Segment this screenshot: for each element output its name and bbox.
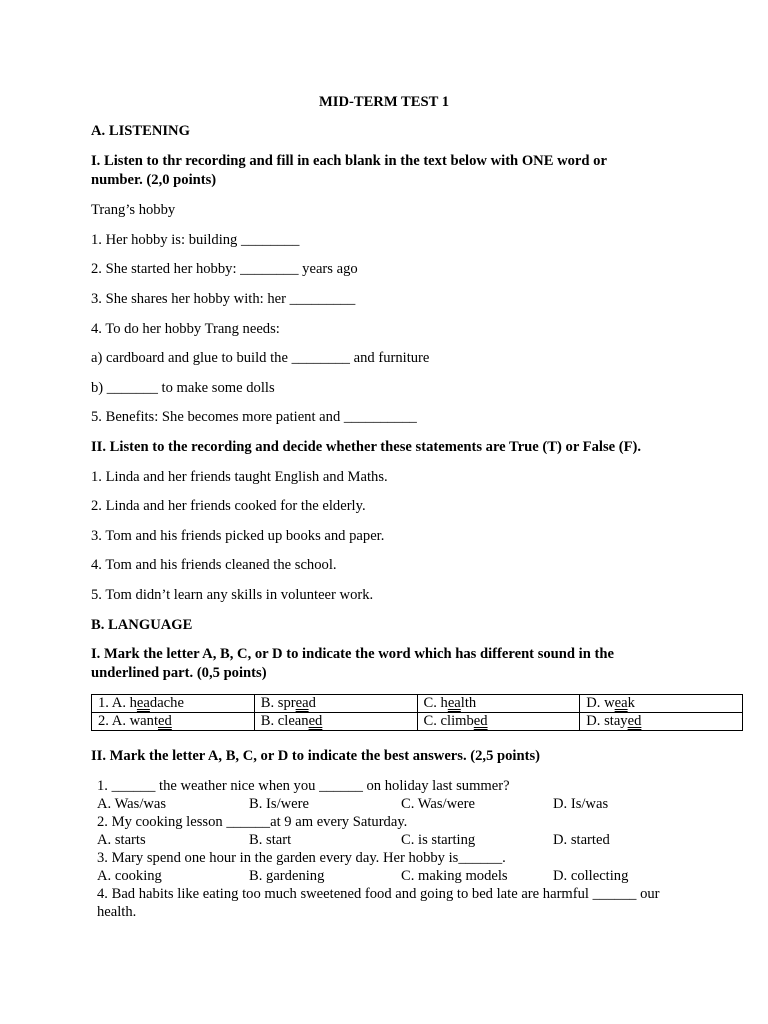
- part1-item: b) _______ to make some dolls: [91, 380, 275, 396]
- part1-item: 5. Benefits: She becomes more patient and __________: [91, 409, 417, 425]
- table-cell: C. climbed: [417, 713, 580, 731]
- mcq-options: [97, 831, 717, 849]
- part1-subtitle: Trang’s hobby: [91, 202, 176, 218]
- part1-heading-line2: number. (2,0 points): [91, 172, 217, 188]
- part1-item: 3. She shares her hobby with: her _________: [91, 291, 356, 307]
- mcq-option: A. cooking: [97, 868, 162, 884]
- b2-heading: II. Mark the letter A, B, C, or D to indicate the best answers. (2,5 points): [91, 748, 540, 764]
- table-cell: B. spread: [254, 695, 417, 713]
- part2-item: 2. Linda and her friends cooked for the elderly.: [91, 498, 366, 514]
- part1-heading-line1: I. Listen to thr recording and fill in each blank in the text below with ONE word or: [91, 153, 607, 169]
- mcq-option: D. started: [553, 832, 610, 848]
- mcq-option: A. Was/was: [97, 796, 167, 812]
- mcq-options: [97, 795, 717, 813]
- b1-heading-line1: I. Mark the letter A, B, C, or D to indicate the word which has different sound in the: [91, 646, 614, 662]
- section-b-heading: B. LANGUAGE: [91, 617, 193, 633]
- part2-item: 3. Tom and his friends picked up books and paper.: [91, 528, 385, 544]
- table-cell: D. stayed: [580, 713, 743, 731]
- mcq-option: C. is starting: [401, 832, 476, 848]
- page-title: MID-TERM TEST 1: [318, 94, 450, 110]
- mcq-question: 3. Mary spend one hour in the garden every day. Her hobby is______.: [97, 850, 506, 866]
- table-cell: 2. A. wanted: [92, 713, 255, 731]
- section-a-heading: A. LISTENING: [91, 123, 190, 139]
- part2-item: 4. Tom and his friends cleaned the school.: [91, 557, 337, 573]
- part1-item: a) cardboard and glue to build the ________ and furniture: [91, 350, 430, 366]
- mcq-option: C. making models: [401, 868, 508, 884]
- mcq-option: B. start: [249, 832, 292, 848]
- table-cell: B. cleaned: [254, 713, 417, 731]
- part2-item: 5. Tom didn’t learn any skills in volunteer work.: [91, 587, 374, 603]
- table-cell: D. weak: [580, 695, 743, 713]
- table-cell: C. health: [417, 695, 580, 713]
- b1-heading-line2: underlined part. (0,5 points): [91, 665, 267, 681]
- mcq-option: B. Is/were: [249, 796, 309, 812]
- sound-table: [91, 694, 743, 731]
- part1-item: 2. She started her hobby: ________ years ago: [91, 261, 358, 277]
- mcq-option: C. Was/were: [401, 796, 475, 812]
- mcq-option: D. collecting: [553, 868, 629, 884]
- mcq-option: A. starts: [97, 832, 146, 848]
- mcq-option: D. Is/was: [553, 796, 609, 812]
- part2-item: 1. Linda and her friends taught English and Maths.: [91, 469, 388, 485]
- part1-item: 1. Her hobby is: building ________: [91, 232, 300, 248]
- mcq-option: B. gardening: [249, 868, 325, 884]
- table-cell: 1. A. headache: [92, 695, 255, 713]
- part2-heading: II. Listen to the recording and decide whether these statements are True (T) or False (F).: [91, 439, 642, 455]
- mcq-options: [97, 867, 717, 885]
- mcq-question: 2. My cooking lesson ______at 9 am every Saturday.: [97, 814, 408, 830]
- mcq-question: 4. Bad habits like eating too much sweetened food and going to bed late are harmful ______ our: [97, 886, 660, 902]
- mcq-question-continuation: health.: [97, 904, 137, 920]
- mcq-question: 1. ______ the weather nice when you ______ on holiday last summer?: [97, 778, 510, 794]
- table-row: [92, 695, 743, 713]
- table-row: [92, 713, 743, 731]
- part1-item: 4. To do her hobby Trang needs:: [91, 321, 280, 337]
